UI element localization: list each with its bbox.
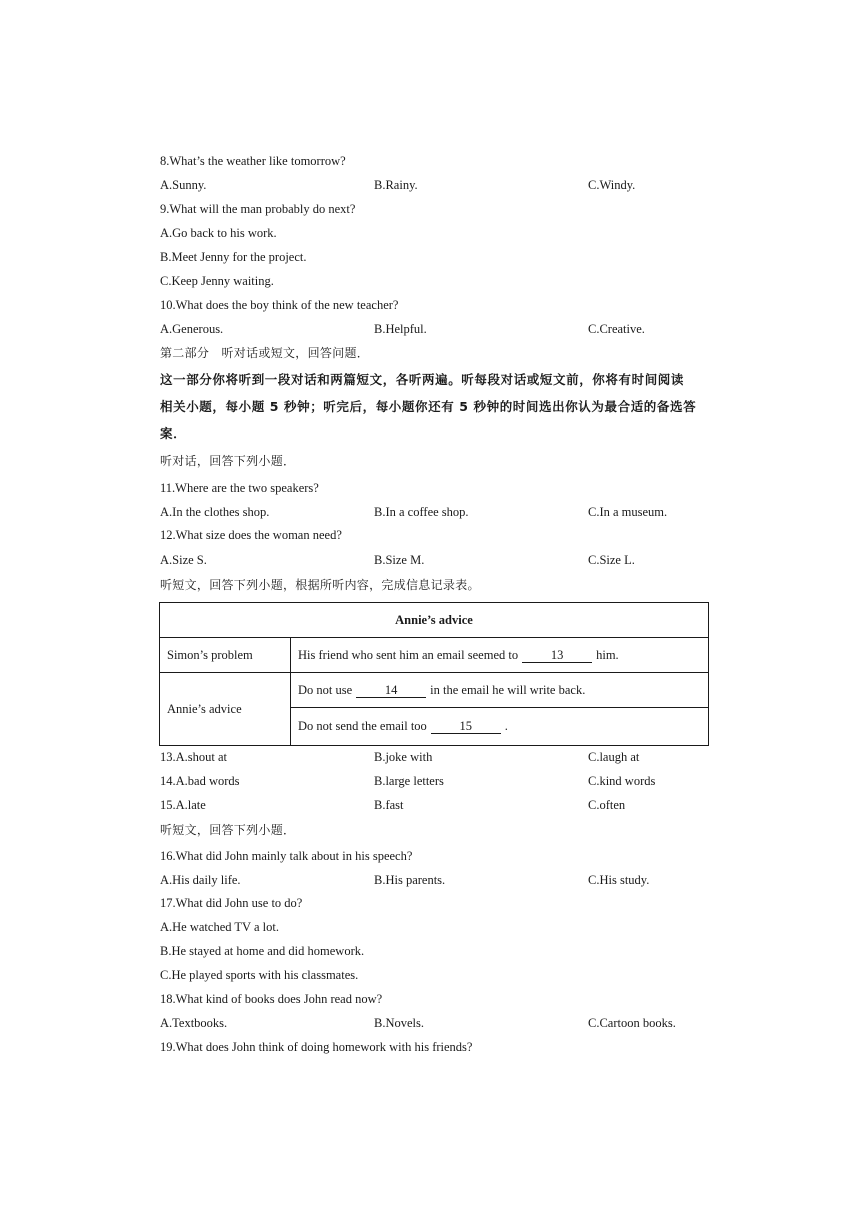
passage-1-header: 听短文，回答下列小题，根据所听内容，完成信息记录表。 bbox=[160, 578, 480, 592]
table-row bbox=[291, 638, 709, 673]
blank-13: 13 bbox=[522, 648, 592, 663]
blank-15: 15 bbox=[431, 719, 501, 734]
q15-option-a: 15.A.late bbox=[160, 798, 206, 812]
q9-option-b: B.Meet Jenny for the project. bbox=[160, 250, 307, 264]
q13-option-b: B.joke with bbox=[374, 750, 433, 764]
q14-option-a: 14.A.bad words bbox=[160, 774, 240, 788]
q17-option-a: A.He watched TV a lot. bbox=[160, 920, 279, 934]
q14-option-b: B.large letters bbox=[374, 774, 444, 788]
q18-option-c: C.Cartoon books. bbox=[588, 1016, 676, 1030]
question-11: 11.Where are the two speakers? bbox=[160, 481, 319, 495]
part-2-instruction-line-3: 案． bbox=[160, 426, 187, 441]
q11-option-c: C.In a museum. bbox=[588, 505, 668, 519]
q17-option-b: B.He stayed at home and did homework. bbox=[160, 944, 365, 958]
q9-option-a: A.Go back to his work. bbox=[160, 226, 277, 240]
q12-option-a: A.Size S. bbox=[160, 553, 207, 567]
q8-option-b: B.Rainy. bbox=[374, 178, 418, 192]
q18-option-b: B.Novels. bbox=[374, 1016, 424, 1030]
dialogue-header: 听对话，回答下列小题． bbox=[160, 454, 296, 468]
row2b-text-end: . bbox=[504, 719, 508, 733]
q17-option-c: C.He played sports with his classmates. bbox=[160, 968, 359, 982]
q15-option-b: B.fast bbox=[374, 798, 404, 812]
q12-option-b: B.Size M. bbox=[374, 553, 425, 567]
row1-text: His friend who sent him an email seemed to bbox=[298, 647, 519, 662]
q8-option-c: C.Windy. bbox=[588, 178, 636, 192]
q9-option-c: C.Keep Jenny waiting. bbox=[160, 274, 274, 288]
q10-option-a: A.Generous. bbox=[160, 322, 224, 336]
question-16: 16.What did John mainly talk about in his speech? bbox=[160, 849, 413, 863]
q16-option-c: C.His study. bbox=[588, 873, 650, 887]
q8-option-a: A.Sunny. bbox=[160, 178, 207, 192]
part-2-instruction-line-1: 这一部分你将听到一段对话和两篇短文，各听两遍。听每段对话或短文前，你将有时间阅读 bbox=[160, 372, 685, 387]
q16-option-b: B.His parents. bbox=[374, 873, 446, 887]
q18-option-a: A.Textbooks. bbox=[160, 1016, 228, 1030]
q14-option-c: C.kind words bbox=[588, 774, 656, 788]
table-title: Annie’s advice bbox=[160, 603, 709, 638]
question-8: 8.What’s the weather like tomorrow? bbox=[160, 154, 346, 168]
part-2-title: 第二部分 听对话或短文，回答问题． bbox=[160, 346, 370, 360]
q16-option-a: A.His daily life. bbox=[160, 873, 241, 887]
q13-option-a: 13.A.shout at bbox=[160, 750, 228, 764]
row-label-simons-problem: Simon’s problem bbox=[160, 638, 291, 673]
info-record-table bbox=[159, 602, 709, 746]
passage-2-header: 听短文，回答下列小题． bbox=[160, 823, 296, 837]
row-label-annies-advice: Annie’s advice bbox=[160, 673, 291, 746]
q12-option-c: C.Size L. bbox=[588, 553, 635, 567]
question-18: 18.What kind of books does John read now? bbox=[160, 992, 383, 1006]
question-19: 19.What does John think of doing homework with his friends? bbox=[160, 1040, 473, 1054]
question-17: 17.What did John use to do? bbox=[160, 896, 303, 910]
row2a-text-end: in the email he will write back. bbox=[430, 682, 586, 697]
row2a-text: Do not use bbox=[298, 682, 353, 697]
q10-option-b: B.Helpful. bbox=[374, 322, 427, 336]
q11-option-b: B.In a coffee shop. bbox=[374, 505, 469, 519]
blank-14: 14 bbox=[356, 683, 426, 698]
question-9: 9.What will the man probably do next? bbox=[160, 202, 356, 216]
question-12: 12.What size does the woman need? bbox=[160, 528, 342, 542]
table-row bbox=[291, 673, 709, 708]
q15-option-c: C.often bbox=[588, 798, 626, 812]
q11-option-a: A.In the clothes shop. bbox=[160, 505, 270, 519]
row1-text-end: him. bbox=[596, 647, 619, 662]
table-row bbox=[291, 708, 709, 746]
part-2-instruction-line-2: 相关小题，每小题 5 秒钟；听完后，每小题你还有 5 秒钟的时间选出你认为最合适的备选答 bbox=[160, 399, 697, 414]
q10-option-c: C.Creative. bbox=[588, 322, 645, 336]
q13-option-c: C.laugh at bbox=[588, 750, 640, 764]
question-10: 10.What does the boy think of the new teacher? bbox=[160, 298, 399, 312]
row2b-text: Do not send the email too bbox=[298, 719, 427, 733]
